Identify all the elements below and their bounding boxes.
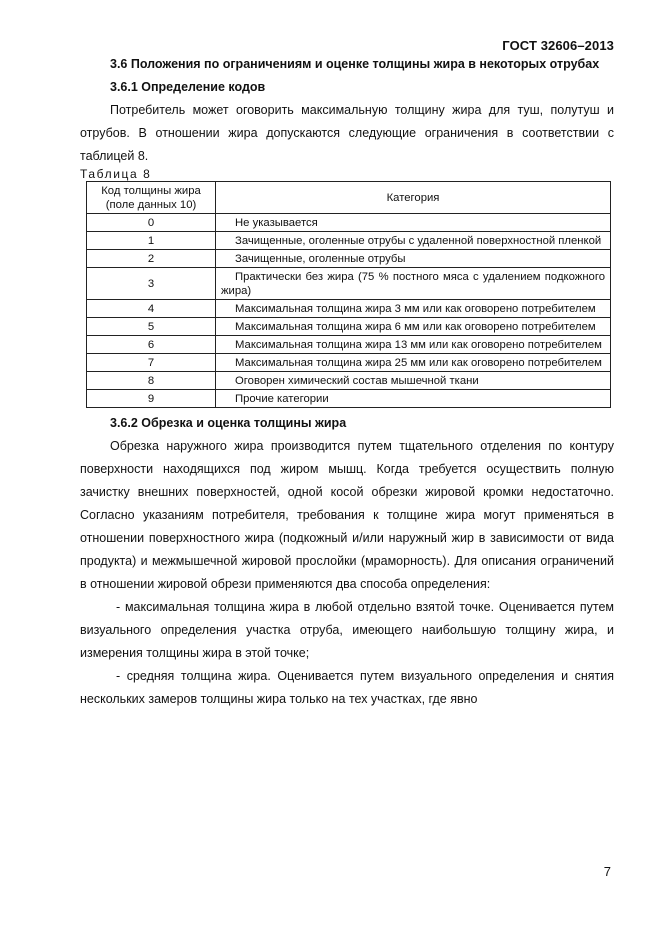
category-text: Практически без жира (75 % постного мяса с удалением подкожного жира)	[221, 271, 605, 297]
section-3-6-1-paragraph: Потребитель может оговорить максимальную толщину жира для туш, полутуш и отрубов. В отношении жира допускаются следующие ограничения в соответствии с таблицей 8.	[80, 103, 614, 163]
category-cell	[216, 300, 611, 318]
fat-code-cell: 4	[87, 300, 216, 318]
table-caption: Таблица 8	[80, 167, 152, 181]
page-content	[80, 53, 614, 711]
category-text: Максимальная толщина жира 13 мм или как оговорено потребителем	[235, 339, 602, 351]
category-cell	[216, 268, 611, 300]
fat-code-cell: 8	[87, 372, 216, 390]
category-text: Зачищенные, оголенные отрубы с удаленной поверхностной пленкой	[235, 235, 602, 247]
category-text: Оговорен химический состав мышечной ткани	[235, 375, 479, 387]
column-header-category: Категория	[216, 182, 611, 214]
section-3-6-2-paragraph: Обрезка наружного жира производится путем тщательного отделения по контуру поверхности находящихся под жиром мышц. Когда требуется осуществить полную зачистку внешних поверхностей, одной косой обрезки жировой кромки недостаточно. Согласно указаниям потребителя, требования к толщине жира могут применяться в отношении поверхностного жира (подкожный и/или наружный жир в зависимости от вида продукта) и межмышечной жировой прослойки (мраморность). Для описания ограничений в отношении жировой обрези применяются два способа определения:	[80, 439, 614, 591]
category-text: Максимальная толщина жира 3 мм или как оговорено потребителем	[235, 303, 596, 315]
list-item-max-thickness: - максимальная толщина жира в любой отдельно взятой точке. Оценивается путем визуального определения участка отруба, имеющего наибольшую толщину жира, и измерения толщины жира в этой точке;	[80, 600, 614, 660]
fat-code-cell: 9	[87, 390, 216, 408]
table-row	[87, 214, 611, 232]
table-row	[87, 300, 611, 318]
table-row	[87, 336, 611, 354]
category-cell	[216, 250, 611, 268]
category-cell	[216, 336, 611, 354]
section-3-6-1-title: 3.6.1 Определение кодов	[110, 80, 266, 94]
table-row	[87, 250, 611, 268]
page-number: 7	[603, 864, 611, 879]
fat-code-cell: 3	[87, 268, 216, 300]
table-row	[87, 390, 611, 408]
section-3-6-2-title: 3.6.2 Обрезка и оценка толщины жира	[110, 416, 347, 430]
category-text: Не указывается	[235, 217, 318, 229]
category-cell	[216, 354, 611, 372]
table-row	[87, 372, 611, 390]
table-row	[87, 318, 611, 336]
table-row	[87, 354, 611, 372]
fat-code-cell: 7	[87, 354, 216, 372]
category-text: Максимальная толщина жира 25 мм или как оговорено потребителем	[235, 357, 602, 369]
fat-code-table	[86, 181, 611, 408]
list-item-avg-thickness: - средняя толщина жира. Оценивается путем визуального определения и снятия нескольких замеров толщины жира только на тех участках, где явно	[80, 669, 614, 706]
document-code: ГОСТ 32606–2013	[502, 38, 614, 53]
category-text: Максимальная толщина жира 6 мм или как оговорено потребителем	[235, 321, 596, 333]
category-text: Зачищенные, оголенные отрубы	[235, 253, 406, 265]
category-cell	[216, 214, 611, 232]
category-cell	[216, 372, 611, 390]
table-row	[87, 232, 611, 250]
category-cell	[216, 318, 611, 336]
table-body	[87, 214, 611, 408]
fat-code-cell: 0	[87, 214, 216, 232]
category-cell	[216, 390, 611, 408]
fat-code-cell: 5	[87, 318, 216, 336]
category-text: Прочие категории	[235, 393, 329, 405]
table-header-row	[87, 182, 611, 214]
fat-code-cell: 2	[87, 250, 216, 268]
section-3-6-title: 3.6 Положения по ограничениям и оценке толщины жира в некоторых отрубах	[110, 57, 600, 71]
column-header-code: Код толщины жира (поле данных 10)	[87, 182, 216, 214]
fat-code-cell: 6	[87, 336, 216, 354]
fat-code-cell: 1	[87, 232, 216, 250]
table-row	[87, 268, 611, 300]
category-cell	[216, 232, 611, 250]
